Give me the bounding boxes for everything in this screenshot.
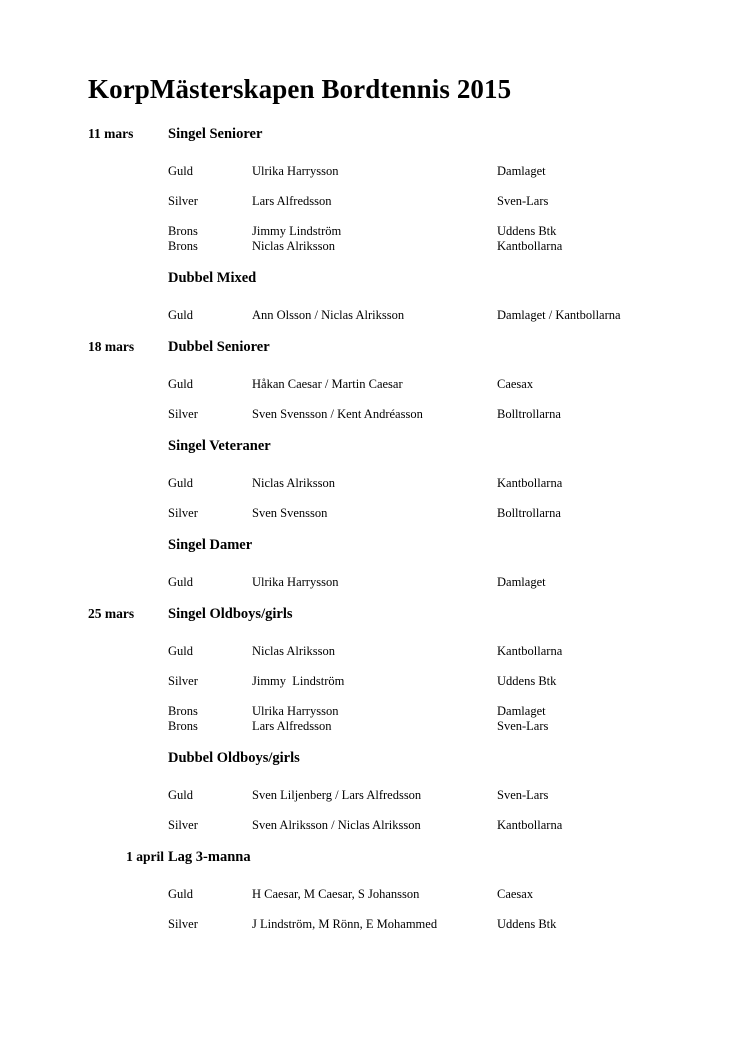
vertical-spacer: [0, 209, 743, 224]
page-title: KorpMästerskapen Bordtennis 2015: [88, 74, 512, 105]
medal-label: Guld: [168, 476, 193, 490]
vertical-spacer: [0, 292, 743, 308]
vertical-spacer: [0, 323, 743, 339]
medal-label: Guld: [168, 644, 193, 658]
club-name: Kantbollarna: [497, 476, 563, 490]
medal-label: Brons: [168, 719, 198, 733]
result-row: [0, 575, 743, 590]
player-name: Sven Svensson: [252, 506, 328, 520]
medal-label: Silver: [168, 917, 198, 931]
category-name: Dubbel Mixed: [168, 270, 257, 286]
day-block: [0, 833, 743, 932]
medal-label: Silver: [168, 506, 198, 520]
medal-label: Silver: [168, 818, 198, 832]
vertical-spacer: [0, 521, 743, 537]
club-name: Caesax: [497, 377, 534, 391]
category-heading-row: [0, 438, 743, 460]
club-name: Sven-Lars: [497, 788, 549, 802]
result-row: [0, 644, 743, 659]
vertical-spacer: [0, 491, 743, 506]
club-name: Sven-Lars: [497, 194, 549, 208]
player-name: Ulrika Harrysson: [252, 704, 339, 718]
club-name: Damlaget: [497, 704, 546, 718]
vertical-spacer: [0, 833, 743, 849]
category-heading-row: [0, 270, 743, 292]
vertical-spacer: [0, 902, 743, 917]
vertical-spacer: [0, 803, 743, 818]
result-row: [0, 377, 743, 392]
medal-label: Silver: [168, 407, 198, 421]
results-list: [0, 126, 743, 932]
club-name: Damlaget: [497, 575, 546, 589]
medal-label: Guld: [168, 788, 193, 802]
vertical-spacer: [0, 392, 743, 407]
result-row: [0, 407, 743, 422]
result-row: [0, 788, 743, 803]
vertical-spacer: [0, 559, 743, 575]
medal-label: Brons: [168, 704, 198, 718]
player-name: Sven Alriksson / Niclas Alriksson: [252, 818, 421, 832]
medal-label: Brons: [168, 224, 198, 238]
club-name: Kantbollarna: [497, 239, 563, 253]
day-block: [0, 590, 743, 833]
medal-label: Guld: [168, 164, 193, 178]
medal-label: Guld: [168, 887, 193, 901]
event-date: 18 mars: [88, 339, 135, 354]
club-name: Caesax: [497, 887, 534, 901]
result-row: [0, 674, 743, 689]
medal-label: Guld: [168, 377, 193, 391]
result-row: [0, 704, 743, 719]
club-name: Sven-Lars: [497, 719, 549, 733]
category-name: Dubbel Seniorer: [168, 339, 270, 355]
vertical-spacer: [0, 254, 743, 270]
result-row: [0, 887, 743, 902]
result-row: [0, 917, 743, 932]
day-block: [0, 126, 743, 323]
result-row: [0, 224, 743, 239]
category-name: Dubbel Oldboys/girls: [168, 750, 300, 766]
club-name: Bolltrollarna: [497, 407, 561, 421]
result-row: [0, 308, 743, 323]
category-heading-row: [0, 126, 743, 148]
player-name: Niclas Alriksson: [252, 476, 335, 490]
medal-label: Brons: [168, 239, 198, 253]
result-row: [0, 164, 743, 179]
club-name: Uddens Btk: [497, 674, 557, 688]
club-name: Kantbollarna: [497, 644, 563, 658]
event-date: 25 mars: [88, 606, 135, 621]
vertical-spacer: [0, 734, 743, 750]
vertical-spacer: [0, 772, 743, 788]
category-name: Singel Damer: [168, 537, 253, 553]
result-row: [0, 476, 743, 491]
vertical-spacer: [0, 871, 743, 887]
result-row: [0, 239, 743, 254]
medal-label: Silver: [168, 674, 198, 688]
result-row: [0, 194, 743, 209]
category-heading-row: [0, 339, 743, 361]
vertical-spacer: [0, 179, 743, 194]
vertical-spacer: [0, 361, 743, 377]
player-name: H Caesar, M Caesar, S Johansson: [252, 887, 420, 901]
category-name: Lag 3-manna: [168, 849, 251, 865]
medal-label: Silver: [168, 194, 198, 208]
vertical-spacer: [0, 628, 743, 644]
player-name: Sven Liljenberg / Lars Alfredsson: [252, 788, 422, 802]
vertical-spacer: [0, 659, 743, 674]
club-name: Damlaget: [497, 164, 546, 178]
category-name: Singel Seniorer: [168, 126, 263, 142]
club-name: Kantbollarna: [497, 818, 563, 832]
day-block: [0, 323, 743, 590]
vertical-spacer: [0, 422, 743, 438]
player-name: Niclas Alriksson: [252, 239, 335, 253]
medal-label: Guld: [168, 308, 193, 322]
medal-label: Guld: [168, 575, 193, 589]
result-row: [0, 506, 743, 521]
player-name: Ulrika Harrysson: [252, 575, 339, 589]
player-name: Lars Alfredsson: [252, 719, 332, 733]
player-name: Ulrika Harrysson: [252, 164, 339, 178]
vertical-spacer: [0, 460, 743, 476]
club-name: Damlaget / Kantbollarna: [497, 308, 621, 322]
category-heading-row: [0, 849, 743, 871]
player-name: Jimmy Lindström: [252, 224, 342, 238]
player-name: Håkan Caesar / Martin Caesar: [252, 377, 403, 391]
category-heading-row: [0, 606, 743, 628]
player-name: J Lindström, M Rönn, E Mohammed: [252, 917, 438, 931]
result-row: [0, 818, 743, 833]
category-heading-row: [0, 750, 743, 772]
club-name: Uddens Btk: [497, 917, 557, 931]
vertical-spacer: [0, 689, 743, 704]
player-name: Jimmy Lindström: [252, 674, 345, 688]
player-name: Lars Alfredsson: [252, 194, 332, 208]
vertical-spacer: [0, 590, 743, 606]
category-name: Singel Oldboys/girls: [168, 606, 293, 622]
player-name: Niclas Alriksson: [252, 644, 335, 658]
player-name: Ann Olsson / Niclas Alriksson: [252, 308, 405, 322]
event-date: 1 april: [126, 849, 164, 864]
vertical-spacer: [0, 148, 743, 164]
club-name: Uddens Btk: [497, 224, 557, 238]
result-row: [0, 719, 743, 734]
event-date: 11 mars: [88, 126, 134, 141]
player-name: Sven Svensson / Kent Andréasson: [252, 407, 423, 421]
category-heading-row: [0, 537, 743, 559]
category-name: Singel Veteraner: [168, 438, 271, 454]
club-name: Bolltrollarna: [497, 506, 561, 520]
